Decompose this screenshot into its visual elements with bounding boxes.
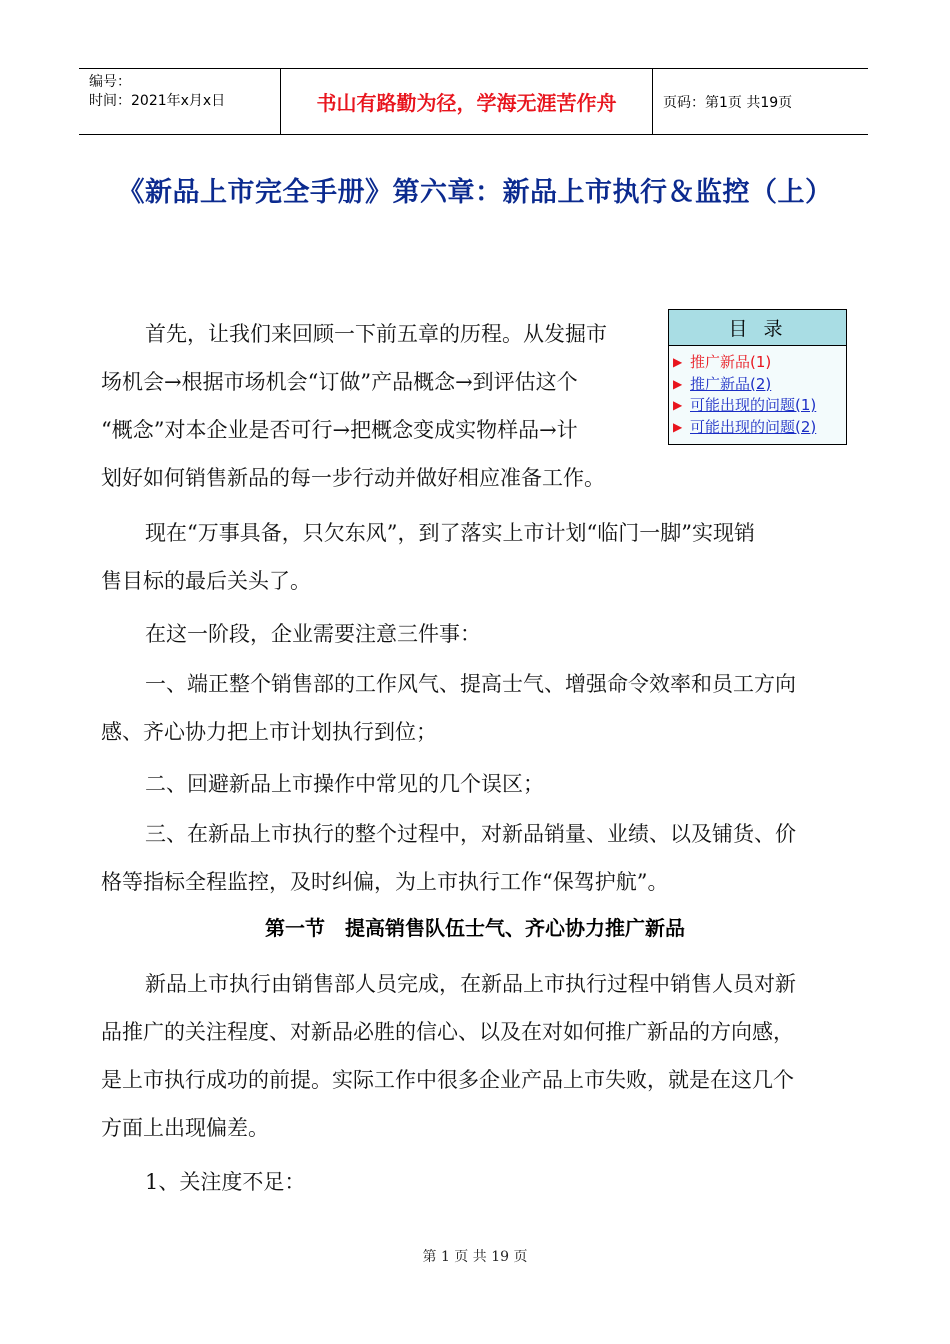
play-arrow-icon: ▶ [673,355,683,369]
text-line: 一、端正整个销售部的工作风气、提高士气、增强命令效率和员工方向 [145,672,796,696]
toc-link[interactable]: 可能出现的问题(1) [690,396,817,414]
header-info-cell [79,69,281,134]
play-arrow-icon: ▶ [673,419,683,434]
toc-item-1[interactable] [673,352,846,374]
text-line: 划好如何销售新品的每一步行动并做好相应准备工作。 [101,466,605,490]
text-line: 在这一阶段，企业需要注意三件事： [145,622,481,646]
toc-item-3[interactable] [673,395,846,417]
toc-heading: 目录 [669,310,846,346]
text-line: 方面上出现偏差。 [101,1116,269,1140]
document-title: 《新品上市完全手册》第六章：新品上市执行＆监控（上） [117,177,833,208]
play-arrow-icon: ▶ [673,398,683,412]
paragraph-1 [101,310,641,502]
text-line: 现在“万事具备，只欠东风”，到了落实上市计划“临门一脚”实现销 [145,521,755,545]
text-line: 1、关注度不足： [145,1170,306,1194]
text-line: 格等指标全程监控，及时纠偏，为上市执行工作“保驾护航”。 [101,870,669,894]
table-of-contents [668,309,847,445]
text-line: 首先，让我们来回顾一下前五章的历程。从发掘市 [145,322,607,346]
toc-item-2[interactable] [673,374,846,396]
text-line: 新品上市执行由销售部人员完成，在新品上市执行过程中销售人员对新 [145,972,796,996]
paragraph-5 [101,760,851,808]
play-arrow-icon: ▶ [673,376,683,391]
toc-link[interactable]: 推广新品(1) [690,353,772,371]
page-info: 页码：第1页 共19页 [663,94,793,111]
text-line: 品推广的关注程度、对新品必胜的信心、以及在对如何推广新品的方向感， [101,1020,794,1044]
toc-link[interactable]: 可能出现的问题(2) [690,417,817,436]
paragraph-2 [101,509,851,605]
toc-list [669,346,846,438]
text-line: 三、在新品上市执行的整个过程中，对新品销量、业绩、以及铺货、价 [145,822,796,846]
motto: 书山有路勤为径，学海无涯苦作舟 [281,69,653,134]
paragraph-3 [101,610,851,658]
paragraph-4 [101,660,851,756]
page-footer: 第 1 页 共 19 页 [422,1249,528,1265]
text-line: 感、齐心协力把上市计划执行到位； [101,720,437,744]
text-line: 二、回避新品上市操作中常见的几个误区； [145,772,544,796]
toc-link[interactable]: 推广新品(2) [690,374,772,393]
section-title: 第一节 提高销售队伍士气、齐心协力推广新品 [265,916,685,940]
text-line: 场机会→根据市场机会“订做”产品概念→到评估这个 [101,370,578,394]
toc-item-4[interactable] [673,417,846,439]
paragraph-6 [101,810,851,906]
paragraph-7 [101,960,851,1152]
text-line: “概念”对本企业是否可行→把概念变成实物样品→计 [101,418,578,442]
serial-label: 编号： [89,74,131,90]
text-line: 售目标的最后关头了。 [101,569,311,593]
text-line: 是上市执行成功的前提。实际工作中很多企业产品上市失败，就是在这几个 [101,1068,794,1092]
header-table [79,68,868,135]
time-label: 时间：2021年x月x日 [89,93,226,109]
paragraph-8 [101,1158,851,1206]
